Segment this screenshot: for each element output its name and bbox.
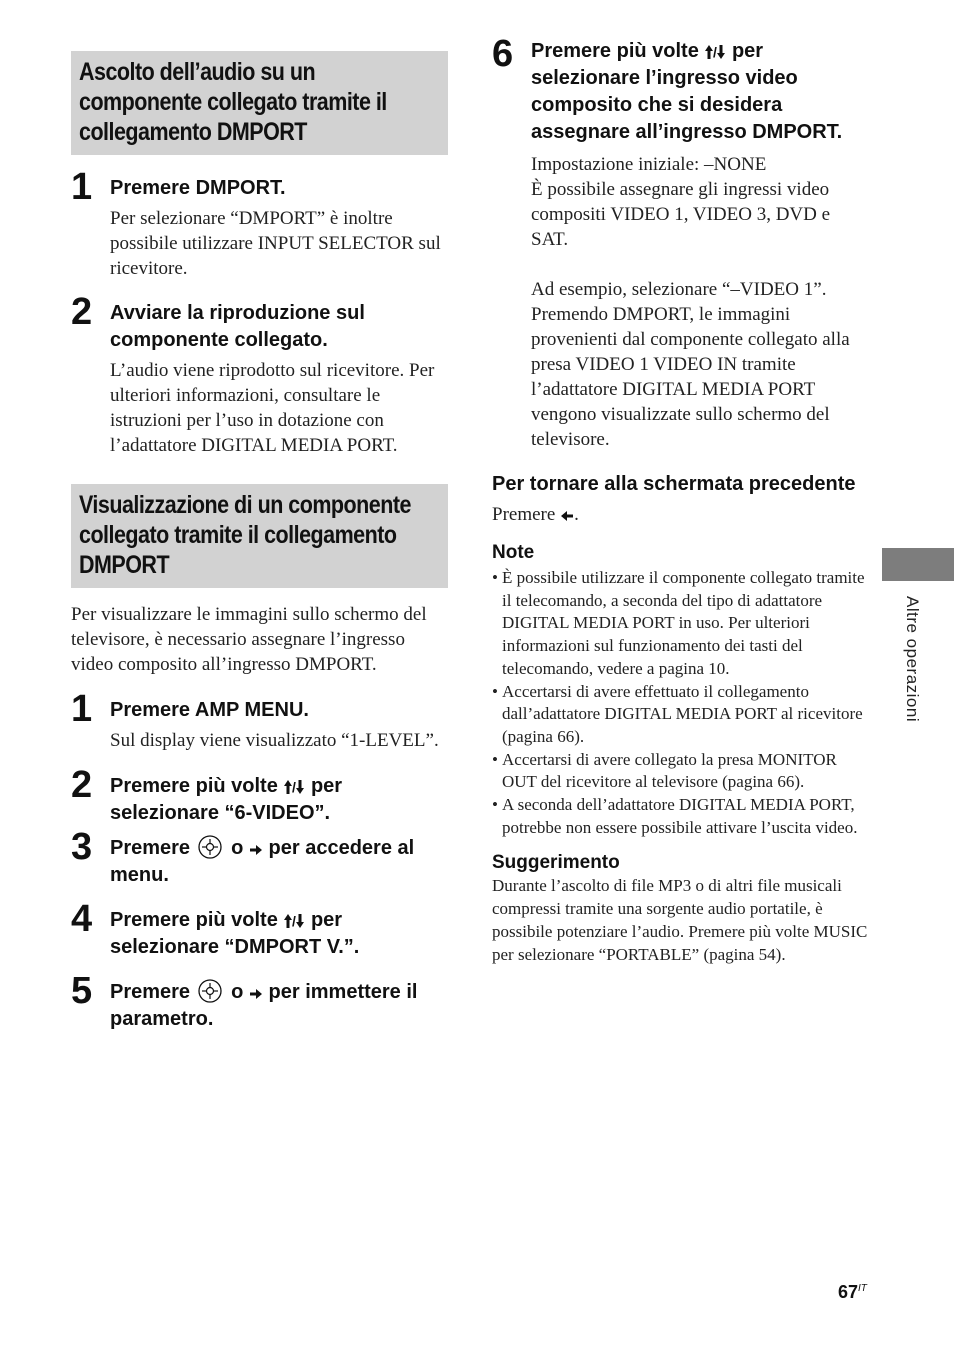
enter-circle-icon xyxy=(198,835,222,859)
step-6 xyxy=(492,33,870,452)
step-number: 1 xyxy=(71,688,93,730)
section-heading-audio xyxy=(71,51,448,155)
step-2 xyxy=(71,764,449,827)
step-text: o xyxy=(225,981,249,1003)
step-title xyxy=(110,773,449,827)
step-number: 5 xyxy=(71,970,93,1012)
intro-paragraph: Per visualizzare le immagini sullo schermo del televisore, è necessario assegnare l’ingresso video composito all’ingresso DMPORT. xyxy=(71,604,427,675)
return-text: . xyxy=(574,504,579,525)
tip-body: Durante l’ascolto di file MP3 o di altri file musicali compressi tramite una sorgente audio portatile, è possibile potenziare l’audio. Premere più volte MUSIC per selezionare “PORTABLE” (pagina 54). xyxy=(492,876,868,964)
step-number: 2 xyxy=(71,291,93,333)
step-text: Premere più volte xyxy=(110,775,284,797)
step-title xyxy=(110,979,449,1033)
note-item xyxy=(492,749,870,794)
step-number: 1 xyxy=(71,166,93,208)
note-text: Accertarsi di avere collegato la presa MONITOR OUT del ricevitore al televisore (pagina 66). xyxy=(502,749,837,792)
step-number: 6 xyxy=(492,33,514,75)
return-body xyxy=(492,502,870,527)
note-item xyxy=(492,567,870,681)
note-item xyxy=(492,681,870,749)
side-tab-label: Altre operazioni xyxy=(903,596,922,723)
back-arrow-icon xyxy=(560,509,574,523)
return-heading: Per tornare alla schermata precedente xyxy=(492,473,856,495)
enter-circle-icon xyxy=(198,979,222,1003)
side-tab xyxy=(882,548,954,581)
step-text: per selezionare l’ingresso video composito che si desidera assegnare all’ingresso DMPORT. xyxy=(531,40,843,143)
right-column xyxy=(492,33,870,966)
step-text: per immettere il parametro. xyxy=(110,981,418,1030)
svg-text:/: / xyxy=(292,913,297,929)
step-title xyxy=(110,907,449,961)
step-text: o xyxy=(225,837,249,859)
step-text: per selezionare “DMPORT V.”. xyxy=(110,909,360,958)
up-down-arrows-icon xyxy=(283,913,305,929)
step-title: Avviare la riproduzione sul componente collegato. xyxy=(110,302,365,351)
note-heading: Note xyxy=(492,542,535,563)
bullet: • xyxy=(492,749,498,769)
page-number-suffix: IT xyxy=(858,1283,867,1294)
step-text: Premere xyxy=(110,981,196,1003)
section-title: Ascolto dell’audio su un componente collegato tramite il collegamento DMPORT xyxy=(79,58,387,146)
step-text: Premere più volte xyxy=(531,40,705,62)
step-2 xyxy=(71,291,449,458)
page-number-value: 67 xyxy=(838,1282,859,1302)
right-arrow-icon xyxy=(249,987,263,1001)
bullet: • xyxy=(492,795,498,815)
step-text: Premere xyxy=(110,837,196,859)
step-title xyxy=(110,835,449,889)
initial-setting: Impostazione iniziale: –NONE xyxy=(531,154,767,175)
note-text: Accertarsi di avere effettuato il collegamento dall’adattatore DIGITAL MEDIA PORT al ricevitore (pagina 66). xyxy=(502,681,863,746)
step-5 xyxy=(71,970,449,1033)
svg-text:/: / xyxy=(713,44,718,60)
return-text: Premere xyxy=(492,504,561,525)
bullet: • xyxy=(492,681,498,701)
step-body: Per selezionare “DMPORT” è inoltre possibile utilizzare INPUT SELECTOR sul ricevitore. xyxy=(110,208,441,279)
step-number: 3 xyxy=(71,826,93,868)
step-1 xyxy=(71,166,449,281)
bullet: • xyxy=(492,568,498,587)
note-text: È possibile utilizzare il componente collegato tramite il telecomando, a seconda del tipo di adattatore DIGITAL MEDIA PORT in uso. Per ulteriori informazioni sul funzionamento dei tasti del telecomando, vedere a pagina 10. xyxy=(502,568,865,678)
section-title: Visualizzazione di un componente collegato tramite il collegamento DMPORT xyxy=(79,491,411,579)
step-text: per selezionare “6-VIDEO”. xyxy=(110,775,343,824)
step-text: Premere più volte xyxy=(110,909,284,931)
note-item xyxy=(492,794,870,839)
section-heading-video xyxy=(71,484,448,588)
left-column xyxy=(71,51,449,1033)
right-arrow-icon xyxy=(249,843,263,857)
step-text: per accedere al menu. xyxy=(110,837,415,886)
step-1 xyxy=(71,688,449,753)
page-number xyxy=(838,1282,867,1303)
step-title: Premere AMP MENU. xyxy=(110,699,309,721)
step-number: 2 xyxy=(71,764,93,806)
note-text: A seconda dell’adattatore DIGITAL MEDIA PORT, potrebbe non essere possibile attivare l’uscita video. xyxy=(502,795,858,837)
tip-heading: Suggerimento xyxy=(492,852,620,874)
note-list xyxy=(492,567,870,839)
step-example: Ad esempio, selezionare “–VIDEO 1”. Premendo DMPORT, le immagini provenienti dal componente collegato alla presa VIDEO 1 VIDEO IN tramite l’adattatore DIGITAL MEDIA PORT vengono visualizzate sullo schermo del televisore. xyxy=(531,279,850,450)
step-body: L’audio viene riprodotto sul ricevitore. Per ulteriori informazioni, consultare le istruzioni per l’uso in dotazione con l’adattatore DIGITAL MEDIA PORT. xyxy=(110,360,435,456)
up-down-arrows-icon xyxy=(704,44,726,60)
step-title: Premere DMPORT. xyxy=(110,177,286,199)
step-3 xyxy=(71,826,449,889)
step-4 xyxy=(71,898,449,961)
up-down-arrows-icon xyxy=(283,779,305,795)
step-title xyxy=(531,38,870,146)
svg-text:/: / xyxy=(292,779,297,795)
step-body: Sul display viene visualizzato “1-LEVEL”. xyxy=(110,730,439,751)
step-number: 4 xyxy=(71,898,93,940)
step-body: È possibile assegnare gli ingressi video compositi VIDEO 1, VIDEO 3, DVD e SAT. xyxy=(531,179,831,250)
